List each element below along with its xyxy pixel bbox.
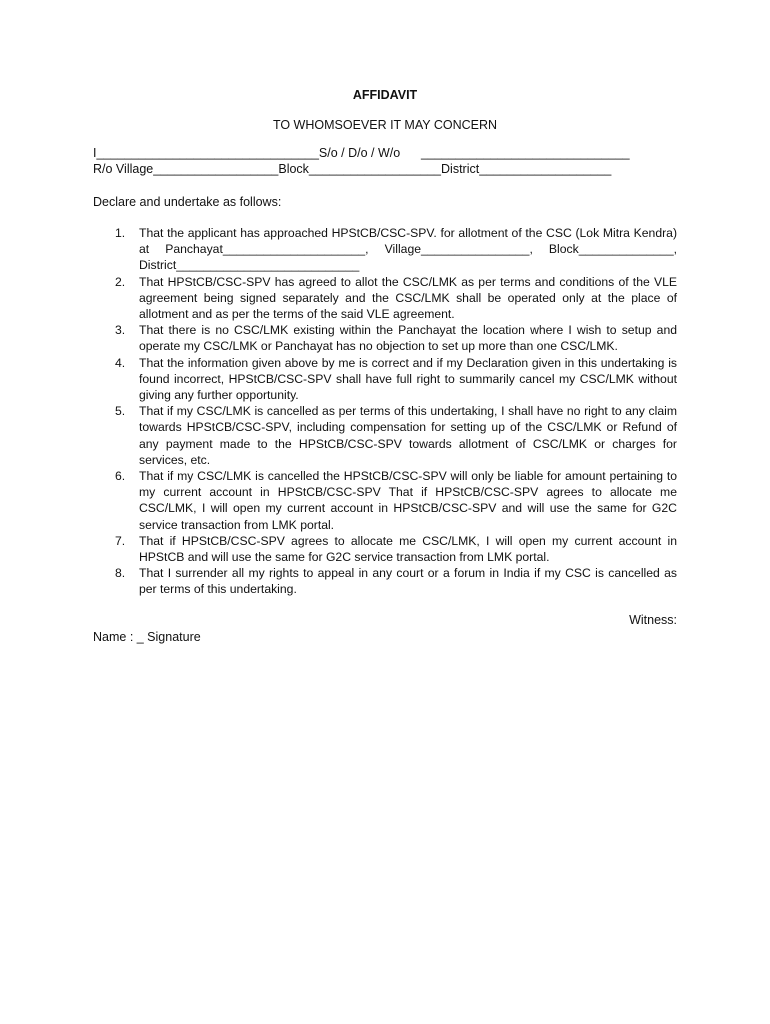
- list-item: [93, 225, 677, 274]
- list-item: [93, 403, 677, 468]
- clause-list: [93, 225, 677, 598]
- document-subtitle: TO WHOMSOEVER IT MAY CONCERN: [272, 118, 498, 132]
- clause-number: 4.: [115, 355, 126, 370]
- witness-label: Witness:: [629, 613, 677, 627]
- clause-number: 8.: [115, 566, 126, 581]
- list-item: [93, 565, 677, 597]
- declaration-intro: Declare and undertake as follows:: [93, 195, 282, 209]
- clause-number: 6.: [115, 469, 126, 484]
- clause-number: 5.: [115, 404, 126, 419]
- clause-text: That the applicant has approached HPStCB/CSC-SPV. for allotment of the CSC (Lok Mitra Kendra) at Panchayat_____________________, Village________________, Block______________, District___________________________: [139, 226, 677, 273]
- clause-text: That if HPStCB/CSC-SPV agrees to allocate me CSC/LMK, I will open my current account in HPStCB and will use the same for G2C service transaction from LMK portal.: [139, 533, 677, 565]
- clause-text: That there is no CSC/LMK existing within the Panchayat the location where I wish to setup and operate my CSC/LMK or Panchayat has no objection to set up more than one CSC/LMK.: [139, 323, 677, 354]
- list-item: [93, 322, 677, 354]
- clause-text: That if my CSC/LMK is cancelled as per terms of this undertaking, I shall have no right to any claim towards HPStCB/CSC-SPV, including compensation for setting up of the CSC/LMK or Refund of any payment made to the HPStCB/CSC-SPV towards allotment of CSC/LMK or charges for services, etc.: [139, 404, 677, 467]
- residence-line: R/o Village__________________Block___________________District___________________: [93, 162, 612, 176]
- list-item: [93, 468, 677, 533]
- clause-number: 7.: [115, 533, 126, 548]
- clause-number: 2.: [115, 274, 126, 289]
- list-item: [93, 533, 677, 565]
- clause-text: That if my CSC/LMK is cancelled the HPStCB/CSC-SPV will only be liable for amount pertaining to my current account in HPStCB/CSC-SPV That if HPStCB/CSC-SPV agrees to allocate me CSC/LMK, I will open my current account in HPStCB/CSC-SPV and will use the same for G2C service transaction from LMK portal.: [139, 469, 677, 532]
- list-item: [93, 274, 677, 323]
- document-title: AFFIDAVIT: [352, 88, 418, 102]
- clause-text: That the information given above by me is correct and if my Declaration given in this undertaking is found incorrect, HPStCB/CSC-SPV shall have full right to summarily cancel my CSC/LMK without giving any further opportunity.: [139, 355, 677, 403]
- name-signature-line: Name : _ Signature: [93, 630, 201, 644]
- list-item: [93, 355, 677, 404]
- clause-number: 1.: [115, 226, 126, 240]
- clause-number: 3.: [115, 323, 126, 338]
- clause-text: That HPStCB/CSC-SPV has agreed to allot the CSC/LMK as per terms and conditions of the VLE agreement being signed separately and the CSC/LMK shall be operated only at the place of allotment and as per the terms of the said VLE agreement.: [139, 274, 677, 322]
- clause-text: That I surrender all my rights to appeal in any court or a forum in India if my CSC is cancelled as per terms of this undertaking.: [139, 566, 677, 597]
- identity-line: I________________________________S/o / D/o / W/o ______________________________: [93, 146, 630, 160]
